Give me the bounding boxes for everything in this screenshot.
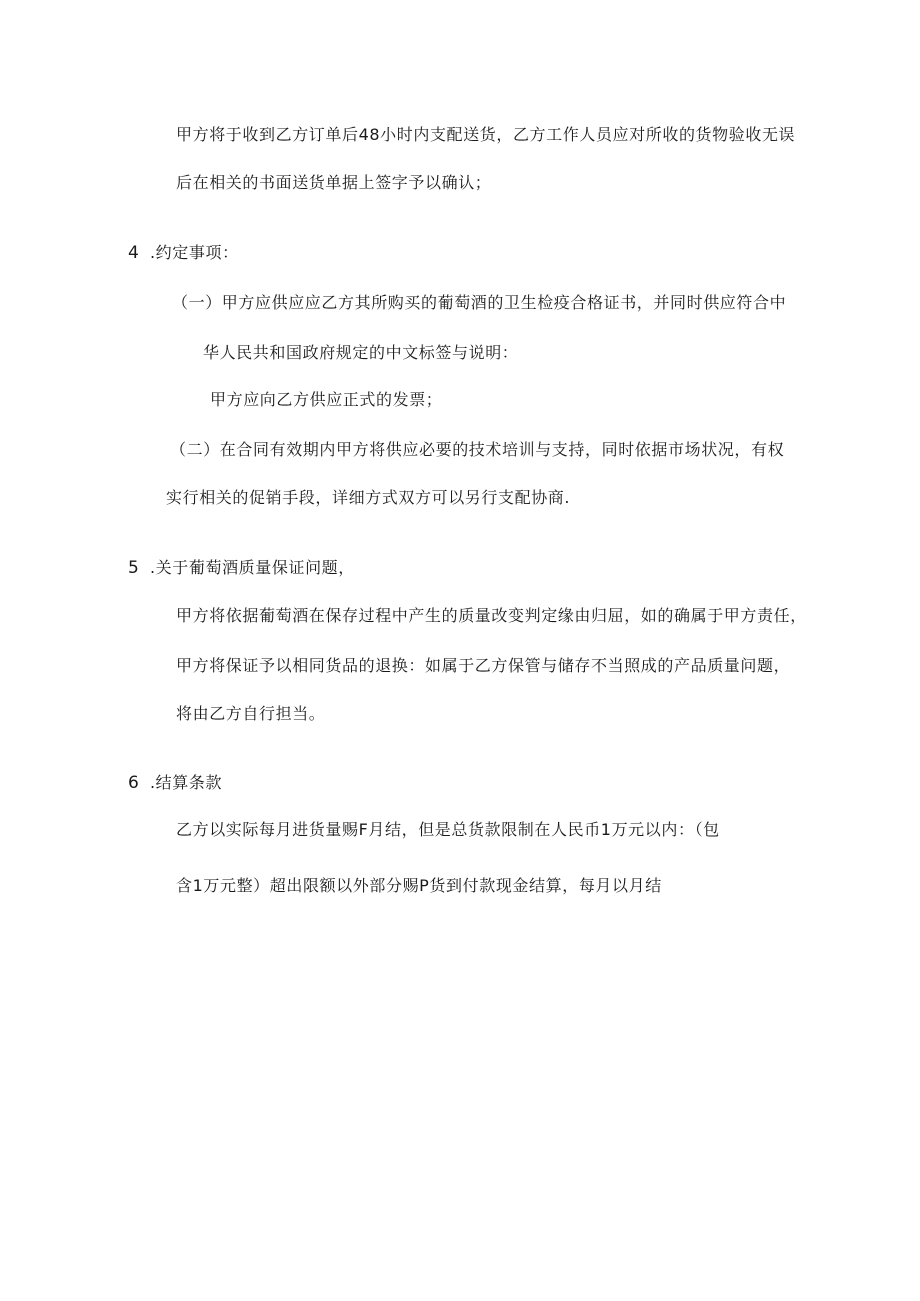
- section-5-heading: [128, 558, 355, 578]
- section-4-item-2-line-1: （二）在合同有效期内甲方将供应必要的技术培训与支持，同时依据市场状况，有权: [170, 440, 785, 459]
- section-5-line-2: 甲方将保证予以相同货品的退换：如属于乙方保管与储存不当照成的产品质量问题，: [176, 656, 791, 675]
- section-6-line-1: 乙方以实际每月进货量赐F月结，但是总货款限制在人民币1万元以内：（包: [176, 820, 720, 839]
- section-4-item-1-line-1: （一）甲方应供应应乙方其所购买的葡萄酒的卫生检疫合格证书，并同时供应符合中: [172, 293, 787, 312]
- section-6-number: 6: [128, 773, 140, 793]
- section-4-title: .约定事项：: [150, 243, 239, 262]
- delivery-line-2: 后在相关的书面送货单据上签字予以确认；: [176, 173, 492, 192]
- section-4-item-2-line-2: 实行相关的促销手段，详细方式双方可以另行支配协商.: [166, 488, 571, 507]
- section-6-title: .结算条款: [150, 773, 223, 792]
- section-4-heading: [128, 243, 239, 263]
- delivery-line-1: 甲方将于收到乙方订单后48小时内支配送货，乙方工作人员应对所收的货物验收无误: [176, 125, 796, 144]
- section-6-line-2: 含1万元整）超出限额以外部分赐P货到付款现金结算，每月以月结: [176, 876, 662, 895]
- section-4-number: 4: [128, 243, 140, 263]
- section-6-heading: [128, 773, 222, 793]
- section-4-item-1-line-2: 华人民共和国政府规定的中文标签与说明：: [203, 343, 519, 362]
- section-5-number: 5: [128, 558, 140, 578]
- section-5-line-1: 甲方将依据葡萄酒在保存过程中产生的质量改变判定缘由归屈，如的确属于甲方责任，: [176, 606, 807, 625]
- section-4-item-1-line-3: 甲方应向乙方供应正式的发票；: [210, 390, 443, 409]
- section-5-title: .关于葡萄酒质量保证问题，: [150, 558, 355, 577]
- section-5-line-3: 将由乙方自行担当。: [176, 704, 326, 723]
